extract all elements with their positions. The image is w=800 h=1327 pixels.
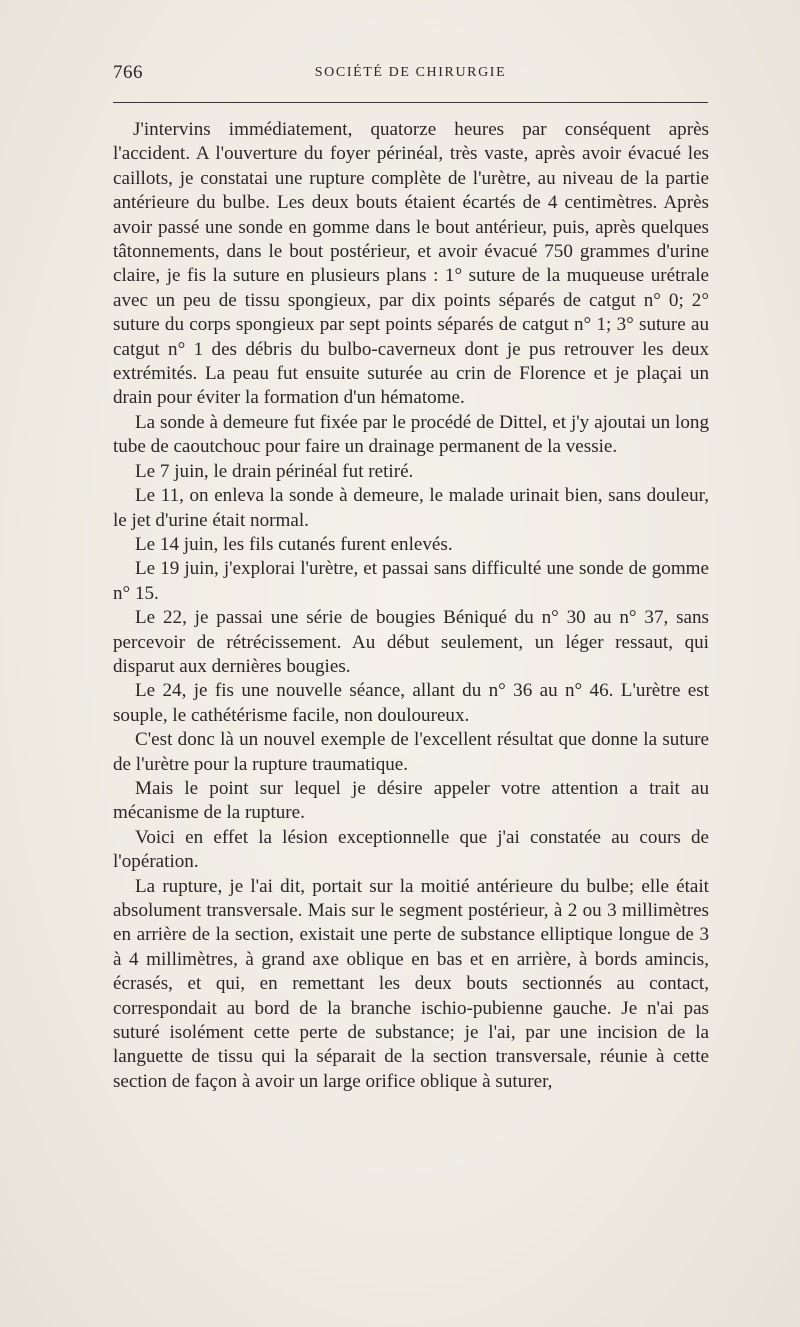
paragraph: Le 19 juin, j'explorai l'urètre, et passai sans difficulté une sonde de gomme n° 15. <box>113 558 709 604</box>
paragraph: Le 24, je fis une nouvelle séance, allant du n° 36 au n° 46. L'urètre est souple, le cathétérisme facile, non douloureux. <box>113 680 709 726</box>
page-header <box>113 62 708 92</box>
paragraph: Le 22, je passai une série de bougies Béniqué du n° 30 au n° 37, sans percevoir de rétrécissement. Au début seulement, un léger ressaut, qui disparut aux dernières bougies. <box>113 607 709 677</box>
paragraph: C'est donc là un nouvel exemple de l'excellent résultat que donne la suture de l'urètre pour la rupture traumatique. <box>113 729 709 775</box>
paragraph: Voici en effet la lésion exceptionnelle que j'ai constatée au cours de l'opération. <box>113 826 709 873</box>
paragraph: Le 11, on enleva la sonde à demeure, le malade urinait bien, sans douleur, le jet d'urine était normal. <box>113 485 709 531</box>
paragraph: Mais le point sur lequel je désire appeler votre attention a trait au mécanisme de la rupture. <box>113 777 709 824</box>
paragraph: La sonde à demeure fut fixée par le procédé de Dittel, et j'y ajoutai un long tube de caoutchouc pour faire un drainage permanent de la vessie. <box>113 411 709 458</box>
page-number: 766 <box>113 62 143 83</box>
running-head: SOCIÉTÉ DE CHIRURGIE <box>314 65 507 80</box>
paragraph: La rupture, je l'ai dit, portait sur la moitié antérieure du bulbe; elle était absolument transversale. Mais sur le segment postérieur, à 2 ou 3 millimètres en arrière de la section, existait une perte de substance elliptique longue de 3 à 4 millimètres, à grand axe oblique en bas et en arrière, à bords amincis, écrasés, et qui, en remettant les deux bouts sectionnés au contact, correspondait au bord de la branche ischio-pubienne gauche. Je n'ai pas suturé isolément cette perte de substance; je l'ai, par une incision de la languette de tissu qui la séparait de la section transversale, réunie à cette section de façon à avoir un large orifice oblique à suturer, <box>113 875 709 1092</box>
paragraph: Le 7 juin, le drain périnéal fut retiré. <box>135 460 414 482</box>
header-rule <box>113 102 708 103</box>
paragraph: Le 14 juin, les fils cutanés furent enlevés. <box>135 533 453 555</box>
paragraph: J'intervins immédiatement, quatorze heures par conséquent après l'accident. A l'ouverture du foyer périnéal, très vaste, après avoir évacué les caillots, je constatai une rupture complète de l'urètre, au niveau de la partie antérieure du bulbe. Les deux bouts étaient écartés de 4 centimètres. Après avoir passé une sonde en gomme dans le bout antérieur, puis, après quelques tâtonnements, dans le bout postérieur, et avoir évacué 750 grammes d'urine claire, je fis la suture en plusieurs plans : 1° suture de la muqueuse urétrale avec un peu de tissu spongieux, par dix points séparés de catgut n° 0; 2° suture du corps spongieux par sept points séparés de catgut n° 1; 3° suture au catgut n° 1 des débris du bulbo-caverneux dont je pus retrouver les deux extrémités. La peau fut ensuite suturée au crin de Florence et je plaçai un drain pour éviter la formation d'un hématome. <box>113 119 709 409</box>
body-text <box>113 118 709 1094</box>
